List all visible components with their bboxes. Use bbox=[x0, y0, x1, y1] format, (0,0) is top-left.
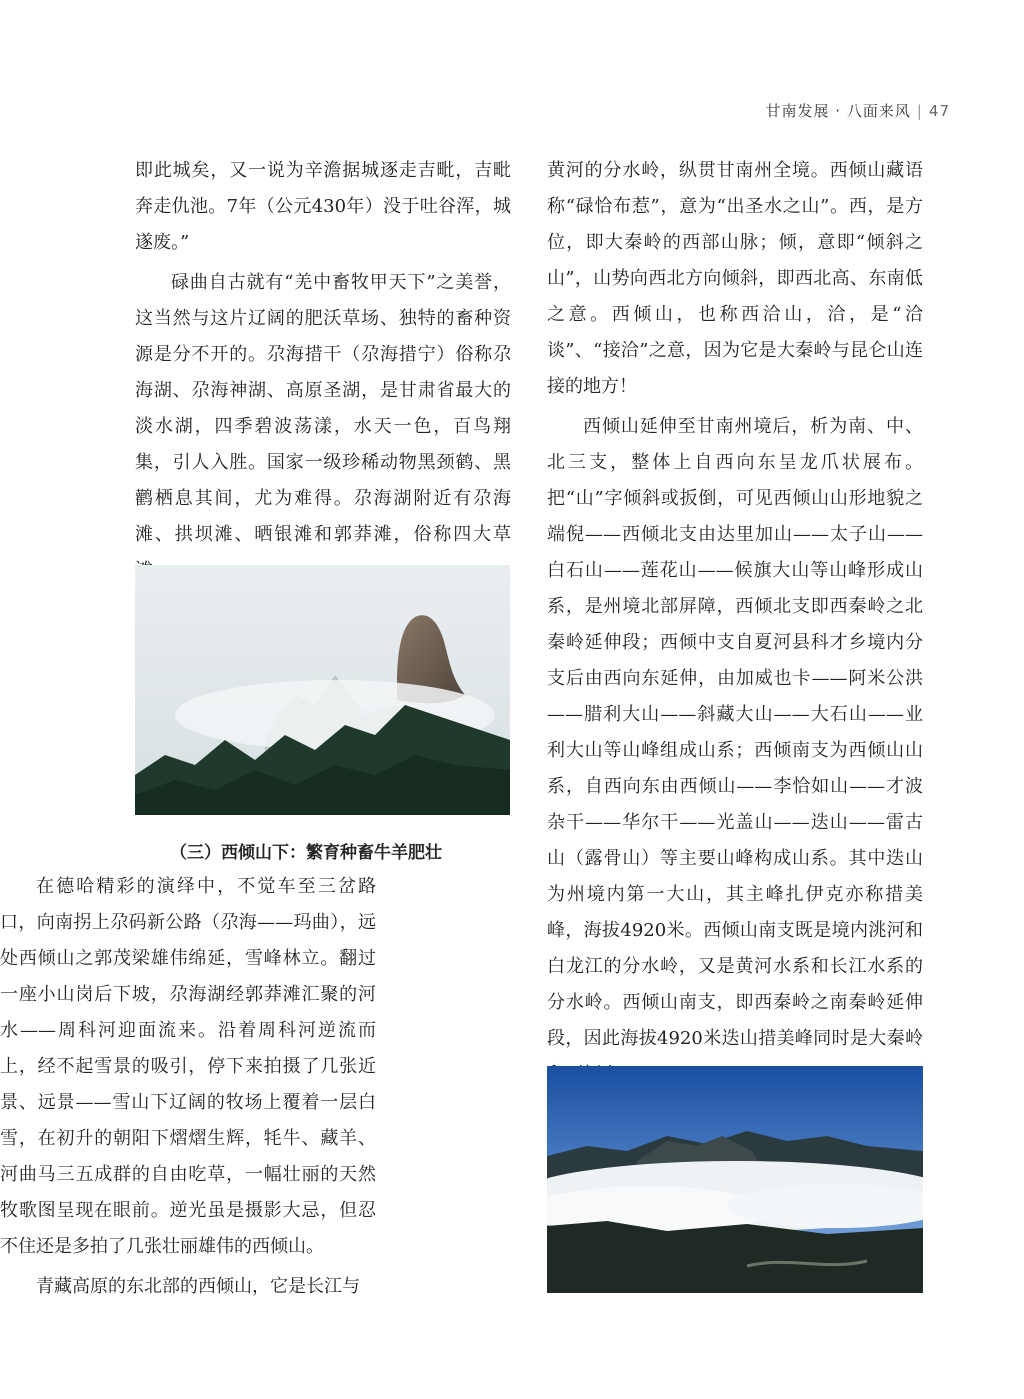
paragraph: 黄河的分水岭，纵贯甘南州全境。西倾山藏语称“碌恰布惹”，意为“出圣水之山”。西，是方位，即大秦岭的西部山脉；倾，意即“倾斜之山”，山势向西北方向倾斜，即西北高、东南低之意。西倾山，也称西洽山，洽，是“洽谈”、“接洽”之意，因为它是大秦岭与昆仑山连接的地方！ bbox=[547, 160, 923, 397]
paragraph: 在德哈精彩的演绎中，不觉车至三岔路口，向南拐上尕码新公路（尕海——玛曲），远处西倾山之郭茂梁雄伟绵延，雪峰林立。翻过一座小山岗后下坡，尕海湖经郭莽滩汇聚的河水——周科河迎面流来。沿着周科河逆流而上，经不起雪景的吸引，停下来拍摄了几张近景、远景——雪山下辽阔的牧场上覆着一层白雪，在初升的朝阳下熠熠生辉，牦牛、藏羊、河曲马三五成群的自由吃草，一幅壮丽的天然牧歌图呈现在眼前。逆光虽是摄影大忌，但忍不住还是多拍了几张壮丽雄伟的西倾山。 bbox=[0, 876, 376, 1257]
paragraph: 碌曲自古就有“羌中畜牧甲天下”之美誉，这当然与这片辽阔的肥沃草场、独特的畜种资源是分不开的。尕海措干（尕海措宁）俗称尕海湖、尕海神湖、高原圣湖，是甘肃省最大的淡水湖，四季碧波荡漾，水天一色，百鸟翔集，引人入胜。国家一级珍稀动物黑颈鹤、黑鹳栖息其间，尤为难得。尕海湖附近有尕海滩、拱坝滩、晒银滩和郭莽滩，俗称四大草 bbox=[135, 272, 511, 545]
right-column bbox=[547, 153, 923, 1097]
page-number: 47 bbox=[928, 102, 950, 120]
left-column-top bbox=[135, 153, 511, 593]
paragraph: 青藏高原的东北部的西倾山，它是长江与 bbox=[36, 1276, 360, 1297]
left-column-bottom bbox=[0, 869, 376, 1309]
header-separator: | bbox=[916, 102, 923, 120]
cloud-sea-photo bbox=[547, 1066, 923, 1293]
running-header bbox=[766, 100, 950, 121]
header-section-title: 甘南发展 · 八面来风 bbox=[765, 102, 911, 120]
paragraph: 即此城矣，又一说为辛澹据城逐走吉毗，吉毗奔走仇池。7年（公元430年）没于吐谷浑，城遂废。” bbox=[135, 160, 511, 253]
section-subheading: （三）西倾山下：繁育种畜牛羊肥壮 bbox=[170, 843, 442, 863]
paragraph: 西倾山延伸至甘南州境后，析为南、中、北三支，整体上自西向东呈龙爪状展布。把“山”字倾斜或扳倒，可见西倾山山形地貌之端倪——西倾北支由达里加山——太子山——白石山——莲花山——候旗大山等山峰形成山系，是州境北部屏障，西倾北支即西秦岭之北秦岭延伸段；西倾中支自夏河县科才乡境内分支后由西向东延伸，由加威也卡——阿米公洪——腊利大山——斜藏大山——大石山——业利大山等山峰组成山系；西倾南支为西倾山山系，自西向东由西倾山——李恰如山——才波杂干——华尔干——光盖山——迭山——雷古山（露骨山）等主要山峰构成山系。其中迭山为州境内第一大山，其主峰扎伊克亦称措美峰，海拔4920米。西倾山南支既是境内洮河和白龙江的分水岭，又是黄河水系和长江水系的分水岭。西倾山南支，即西秦岭之南秦岭延伸段，因此海拔4920米迭山措美峰同时是大秦岭 bbox=[547, 416, 923, 1049]
fog-peak-photo bbox=[135, 565, 510, 815]
